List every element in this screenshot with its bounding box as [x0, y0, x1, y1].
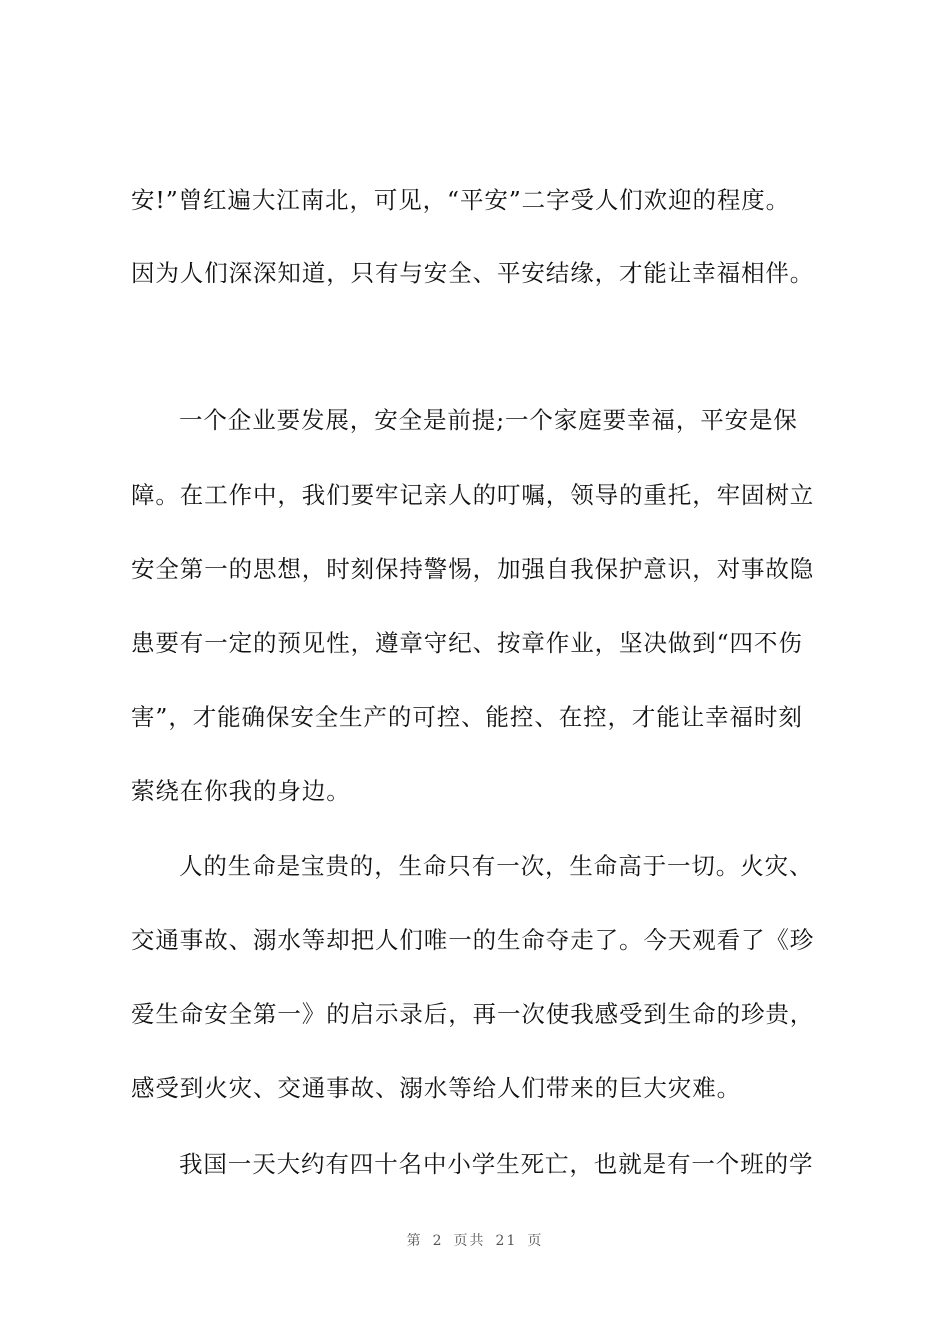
paragraph-line: 人的生命是宝贵的，生命只有一次，生命高于一切。火灾、: [179, 852, 814, 880]
paragraph-line: 安!”曾红遍大江南北，可见，“平安”二字受人们欢迎的程度。: [131, 186, 791, 214]
paragraph-line: 安全第一的思想，时刻保持警惕，加强自我保护意识，对事故隐: [131, 555, 815, 583]
footer-suffix: 页: [527, 1233, 544, 1249]
current-page-number: 2: [432, 1233, 444, 1249]
footer-middle: 页共: [453, 1233, 486, 1249]
paragraph-line: 一个企业要发展，安全是前提;一个家庭要幸福，平安是保: [179, 406, 798, 434]
paragraph-line: 爱生命安全第一》的启示录后，再一次使我感受到生命的珍贵，: [131, 1000, 815, 1028]
paragraph-line: 障。在工作中，我们要牢记亲人的叮嘱，领导的重托，牢固树立: [131, 481, 815, 509]
total-pages-number: 21: [495, 1233, 518, 1249]
paragraph-line: 感受到火灾、交通事故、溺水等给人们带来的巨大灾难。: [131, 1074, 741, 1102]
paragraph-line: 害”，才能确保安全生产的可控、能控、在控，才能让幸福时刻: [131, 703, 803, 731]
paragraph-line: 因为人们深深知道，只有与安全、平安结缘，才能让幸福相伴。: [131, 259, 815, 287]
page-footer: [0, 1230, 950, 1250]
paragraph-line: 患要有一定的预见性，遵章守纪、按章作业，坚决做到“四不伤: [131, 629, 803, 657]
paragraph-line: 萦绕在你我的身边。: [131, 777, 351, 805]
paragraph-line: 我国一天大约有四十名中小学生死亡，也就是有一个班的学: [179, 1150, 814, 1178]
paragraph-line: 交通事故、溺水等却把人们唯一的生命夺走了。今天观看了《珍: [131, 926, 815, 954]
footer-prefix: 第: [406, 1233, 423, 1249]
